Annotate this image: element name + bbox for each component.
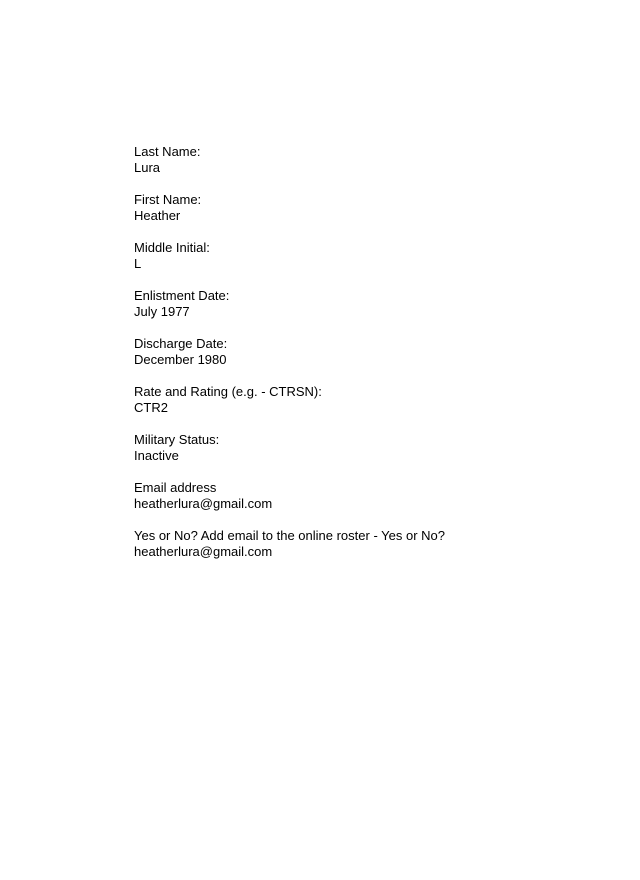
field-last-name <box>134 144 614 176</box>
field-enlistment-date <box>134 288 614 320</box>
field-value: July 1977 <box>134 304 190 319</box>
field-label: Last Name: <box>134 144 201 159</box>
field-first-name <box>134 192 614 224</box>
field-military-status <box>134 432 614 464</box>
field-value: Heather <box>134 208 181 223</box>
field-label: Military Status: <box>134 432 220 447</box>
field-label: Email address <box>134 480 217 495</box>
field-label: Enlistment Date: <box>134 288 230 303</box>
field-value: Lura <box>134 160 161 175</box>
field-label: Yes or No? Add email to the online roster - Yes or No? <box>134 528 445 543</box>
field-email-address <box>134 480 614 512</box>
field-value: heatherlura@gmail.com <box>134 544 273 559</box>
field-add-to-roster <box>134 528 614 560</box>
field-value: L <box>134 256 142 271</box>
field-value: heatherlura@gmail.com <box>134 496 273 511</box>
field-value: CTR2 <box>134 400 168 415</box>
field-label: Middle Initial: <box>134 240 210 255</box>
form-document <box>134 144 614 576</box>
field-discharge-date <box>134 336 614 368</box>
field-label: Discharge Date: <box>134 336 228 351</box>
field-label: Rate and Rating (e.g. - CTRSN): <box>134 384 322 399</box>
field-value: December 1980 <box>134 352 227 367</box>
field-label: First Name: <box>134 192 202 207</box>
field-middle-initial <box>134 240 614 272</box>
field-rate-and-rating <box>134 384 614 416</box>
field-value: Inactive <box>134 448 179 463</box>
